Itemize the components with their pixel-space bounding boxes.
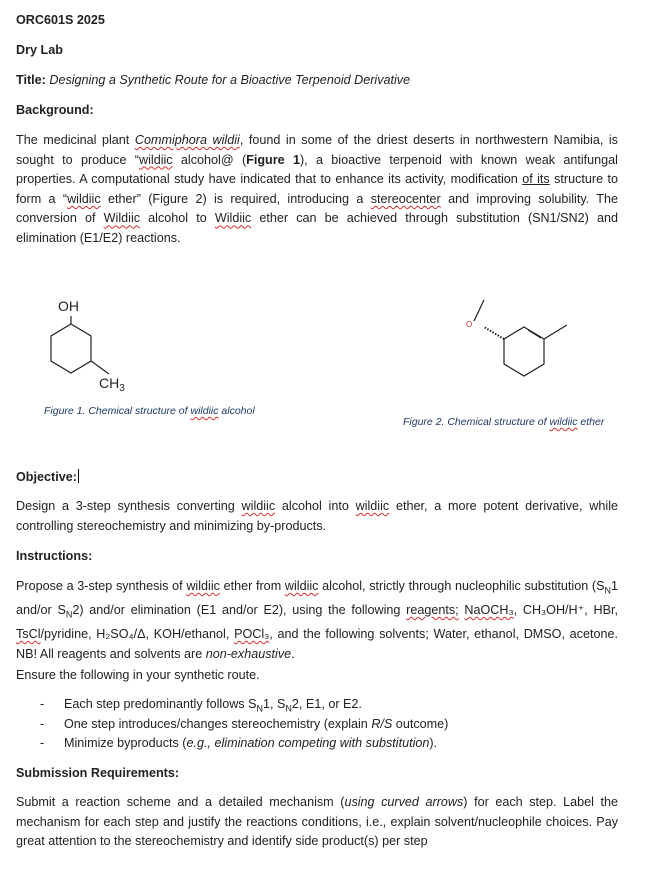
- fig2-oxygen-label: O: [466, 320, 473, 329]
- lab-label: Dry Lab: [16, 43, 63, 57]
- submission-heading: Submission Requirements:: [16, 766, 180, 780]
- title-line: [16, 71, 410, 89]
- submission-paragraph: Submit a reaction scheme and a detailed mechanism (using curved arrows) for each step. Label the mechanism for each step and justify the reactions conditions, i.e., explain solvent/nucleophile choices. Pay great attention to the stereochemistry and identify side product(s) per step: [16, 795, 619, 849]
- background-paragraph: The medicinal plant Commiphora wildii, found in some of the driest deserts in northwestern Namibia, is sought to produce “wildiic alcohol@ (Figure 1), a bioactive terpenoid with known weak antifungal properties. A computational study have indicated that to enhance its activity, modification of its structure to form a “wildiic ether” (Figure 2) is required, introducing a stereocenter and improving solubility. The conversion of Wildiic alcohol to Wildiic ether can be achieved through substitution (SN1/SN2) and elimination (E1/E2) reactions.: [16, 133, 618, 245]
- instructions-paragraph: Propose a 3-step synthesis of wildiic ether from wildiic alcohol, strictly through nucleophilic substitution ($S_N1$ and/or $S_N2$) and/or elimination (E1 and/or E2), using the following reagents; NaOCH₃, CH₃OH/H⁺, HBr, TsCl/pyridine, H₂SO₄/Δ, KOH/ethanol, POCl₃, and the following solvents; Water, ethanol, DMSO, acetone. NB! All reagents and solvents are non-exhaustive.: [16, 579, 619, 661]
- objective-paragraph: Design a 3-step synthesis converting wildiic alcohol into wildiic ether, a more potent derivative, while controlling stereochemistry and minimizing by-products.: [16, 499, 618, 533]
- figure2-structure: [474, 300, 567, 376]
- course-code: ORC601S 2025: [16, 13, 105, 27]
- list-item: - Each step predominantly follows $S_N1$, $S_N2$, E1, or E2.: [40, 697, 362, 714]
- instructions-heading: Instructions:: [16, 549, 93, 563]
- fig1-ch3-label: $CH_3$: [99, 375, 125, 394]
- title-text: Designing a Synthetic Route for a Bioactive Terpenoid Derivative: [49, 73, 411, 87]
- figure2-caption: Figure 2. Chemical structure of wildiic ether: [403, 416, 605, 428]
- list-item: - One step introduces/changes stereochemistry (explain R/S outcome): [40, 716, 449, 731]
- title-label: Title:: [16, 73, 46, 87]
- figure1-structure: [51, 316, 109, 374]
- list-item: - Minimize byproducts (e.g., elimination competing with substitution).: [40, 736, 438, 751]
- fig1-oh-label: OH: [58, 298, 79, 314]
- requirements-list: [16, 695, 616, 754]
- figures-area: [16, 290, 636, 420]
- text-cursor: [78, 469, 79, 483]
- figure1-caption: Figure 1. Chemical structure of wildiic alcohol: [44, 405, 255, 417]
- ensure-line: Ensure the following in your synthetic route.: [16, 668, 260, 682]
- background-heading: Background:: [16, 103, 94, 117]
- objective-heading[interactable]: Objective:: [16, 470, 77, 484]
- species-name: Commiphora wildii: [134, 133, 240, 147]
